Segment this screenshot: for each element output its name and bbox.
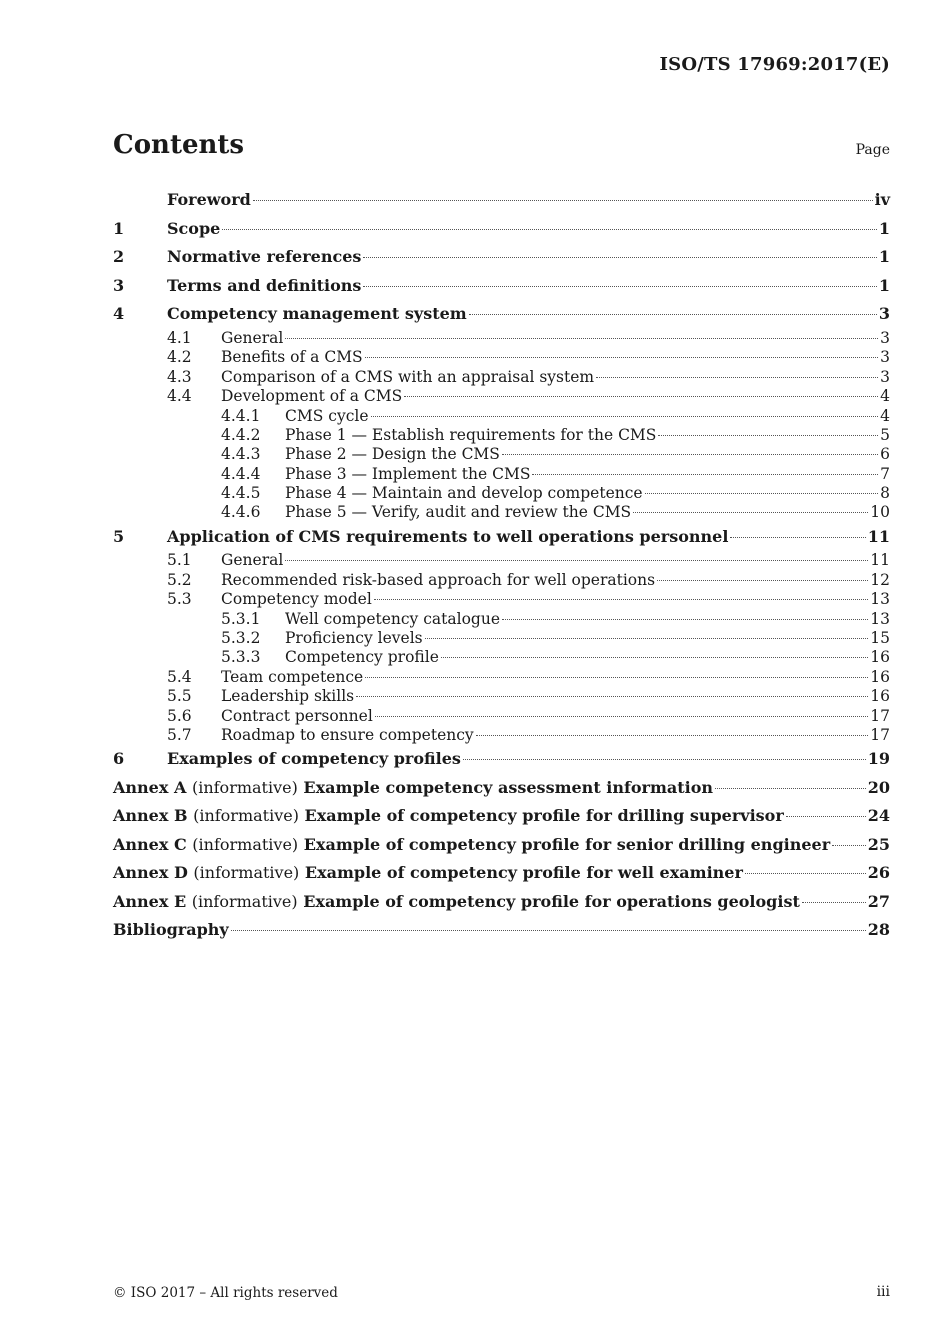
toc-entry[interactable] [113,186,890,215]
toc-entry-number: 5.4 [167,667,192,686]
toc-entry-number: 5.1 [167,551,192,570]
toc-entry-number: 4.2 [167,348,192,367]
toc-entry-title: Scope [167,218,221,238]
toc-entry-title: Phase 5 — Verify, audit and review the CMS [285,503,632,522]
toc-entry[interactable] [113,465,890,484]
toc-entry-number: 4.4.4 [221,464,261,483]
toc-annex-entry[interactable] [113,802,890,830]
dot-leader [469,314,877,315]
toc-entry-page: 3 [880,367,890,386]
dot-leader [502,454,878,455]
toc-entry-title: Team competence [221,667,364,686]
toc-entry-title: Phase 1 — Establish requirements for the CMS [285,425,657,444]
toc-entry-page: 16 [870,648,890,667]
toc-entry-title: Competency management system [167,304,467,324]
dot-leader [645,493,879,494]
toc-entry-number: 5.7 [167,725,192,744]
toc-annex-entry[interactable] [113,831,890,859]
table-of-contents [113,186,890,944]
toc-entry-title: Recommended risk-based approach for well operations [221,570,656,589]
toc-entry-page: 13 [870,609,890,628]
dot-leader [285,338,878,339]
annex-title: Example competency assessment information [303,777,714,797]
toc-entry-number: 4.4.6 [221,503,261,522]
toc-entry-page: 16 [870,667,890,686]
toc-entry[interactable] [113,551,890,570]
page-title: Contents [113,130,245,160]
toc-entry-title: Application of CMS requirements to well operations personnel [167,526,729,546]
toc-entry-title: Competency model [221,590,372,609]
toc-entry[interactable] [113,484,890,503]
toc-entry-number: 5.2 [167,570,192,589]
toc-entry-number: 4.4.3 [221,445,261,464]
dot-leader [657,580,868,581]
toc-entry-title: General [221,551,284,570]
toc-entry-page: 11 [870,551,890,570]
toc-entry-page: 4 [880,406,890,425]
dot-leader [441,657,868,658]
dot-leader [596,377,878,378]
toc-entry-title: Roadmap to ensure competency [221,725,474,744]
annex-note: (informative) [191,891,298,911]
toc-entry-title: Terms and definitions [167,275,362,295]
toc-entry[interactable] [113,407,890,426]
toc-entry-page: 1 [878,218,890,238]
toc-entry-page: 6 [880,445,890,464]
annex-label: Annex A [113,777,187,797]
toc-entry-title: Competency profile [285,648,439,667]
dot-leader [371,416,879,417]
toc-entry[interactable] [113,745,890,774]
toc-entry-page: 1 [878,275,890,295]
copyright-notice: © ISO 2017 – All rights reserved [113,1285,338,1301]
toc-entry-number: 4 [113,304,125,324]
toc-entry-title: Phase 3 — Implement the CMS [285,464,531,483]
toc-entry-title: Well competency catalogue [285,609,500,628]
toc-entry-title: Phase 4 — Maintain and develop competence [285,484,643,503]
annex-label: Annex E [113,891,187,911]
toc-entry[interactable] [113,523,890,552]
toc-entry-page: 28 [867,919,890,939]
toc-entry-page: 8 [880,484,890,503]
toc-entry[interactable] [113,215,890,244]
dot-leader [404,396,878,397]
toc-entry[interactable] [113,445,890,464]
toc-entry[interactable] [113,687,890,706]
page-number: iii [876,1284,890,1300]
toc-entry-title: General [221,328,284,347]
toc-entry-page: 4 [880,387,890,406]
toc-entry-page: 10 [870,503,890,522]
toc-entry-page: 27 [867,891,890,911]
toc-entry[interactable] [113,503,890,522]
toc-entry-page: 3 [880,348,890,367]
toc-entry-title: CMS cycle [285,406,369,425]
dot-leader [532,474,878,475]
toc-entry[interactable] [113,590,890,609]
annex-title: Example of competency profile for senior drilling engineer [303,834,831,854]
toc-entry-number: 3 [113,275,125,295]
toc-entry-title: Foreword [167,190,251,209]
dot-leader [786,816,866,817]
toc-entry[interactable] [113,300,890,329]
toc-entry-number: 5.6 [167,706,192,725]
dot-leader [356,696,868,697]
dot-leader [365,357,878,358]
toc-entry-page: 13 [870,590,890,609]
toc-entry-page: 12 [870,570,890,589]
toc-entry-title: Phase 2 — Design the CMS [285,445,500,464]
toc-entry-title: Development of a CMS [221,387,403,406]
toc-entry[interactable] [113,648,890,667]
dot-leader [745,873,866,874]
annex-title: Example of competency profile for drilling supervisor [304,806,784,826]
toc-entry-title: Bibliography [113,919,229,939]
toc-entry-number: 5.3 [167,590,192,609]
annex-label: Annex D [113,863,188,883]
toc-entry-title: Benefits of a CMS [221,348,363,367]
toc-entry-page: 24 [867,806,890,826]
toc-entry-number: 5.3.2 [221,629,261,648]
dot-leader [363,286,876,287]
dot-leader [375,716,868,717]
toc-entry[interactable] [113,629,890,648]
toc-entry-title: Normative references [167,247,362,267]
annex-note: (informative) [192,834,299,854]
toc-entry-number: 4.4.2 [221,425,261,444]
toc-entry[interactable] [113,668,890,687]
document-id: ISO/TS 17969:2017(E) [659,54,890,75]
toc-entry-page: 19 [867,749,890,769]
toc-entry-title: Proficiency levels [285,629,423,648]
dot-leader [231,930,866,931]
toc-entry[interactable] [113,368,890,387]
dot-leader [502,619,868,620]
toc-entry-page: 20 [867,777,890,797]
dot-leader [253,200,873,201]
dot-leader [365,677,868,678]
annex-heading [113,802,784,830]
dot-leader [463,759,866,760]
toc-entry-page: 3 [878,304,890,324]
toc-entry-page: iv [874,190,890,209]
toc-entry-page: 7 [880,464,890,483]
toc-entry-title: Examples of competency profiles [167,749,461,769]
dot-leader [715,788,866,789]
dot-leader [730,537,865,538]
toc-entry-number: 5.3.3 [221,648,261,667]
toc-entry-number: 4.1 [167,328,192,347]
annex-heading [113,859,743,887]
toc-entry-number: 4.4.5 [221,484,261,503]
dot-leader [374,599,868,600]
toc-entry[interactable] [113,571,890,590]
toc-entry-number: 4.4.1 [221,406,261,425]
annex-note: (informative) [191,777,298,797]
annex-note: (informative) [193,806,299,826]
toc-entry[interactable] [113,426,890,445]
toc-entry-title: Contract personnel [221,706,373,725]
toc-entry-number: 1 [113,218,125,238]
annex-heading [113,888,800,916]
toc-entry-number: 5.5 [167,687,192,706]
toc-annex-entry[interactable] [113,859,890,887]
toc-entry-page: 25 [867,834,890,854]
page-column-label: Page [855,142,890,158]
dot-leader [425,638,869,639]
toc-entry-number: 2 [113,247,125,267]
dot-leader [832,845,866,846]
toc-entry-page: 15 [870,629,890,648]
toc-entry-page: 3 [880,328,890,347]
toc-entry-page: 11 [867,526,890,546]
annex-heading [113,831,830,859]
dot-leader [658,435,878,436]
toc-entry-number: 5.3.1 [221,609,261,628]
toc-entry-page: 16 [870,687,890,706]
toc-entry-page: 26 [867,863,890,883]
toc-entry[interactable] [113,726,890,745]
toc-entry-page: 1 [878,247,890,267]
dot-leader [476,735,869,736]
toc-entry[interactable] [113,348,890,367]
toc-entry[interactable] [113,610,890,629]
annex-note: (informative) [193,863,300,883]
toc-entry[interactable] [113,387,890,406]
toc-entry-page: 17 [870,706,890,725]
toc-entry-number: 6 [113,749,125,769]
toc-annex-entry[interactable] [113,774,890,802]
toc-entry-number: 5 [113,526,125,546]
toc-entry-title: Leadership skills [221,687,355,706]
dot-leader [633,512,868,513]
dot-leader [222,229,877,230]
toc-entry-number: 4.4 [167,387,192,406]
annex-title: Example of competency profile for well examiner [304,863,743,883]
annex-label: Annex B [113,806,188,826]
toc-entry-number: 4.3 [167,367,192,386]
dot-leader [802,902,866,903]
annex-label: Annex C [113,834,187,854]
toc-entry[interactable] [113,243,890,272]
toc-entry[interactable] [113,272,890,301]
toc-entry-page: 17 [870,725,890,744]
annex-title: Example of competency profile for operations geologist [303,891,800,911]
toc-entry-page: 5 [880,425,890,444]
dot-leader [363,257,876,258]
toc-annex-entry[interactable] [113,888,890,916]
toc-entry-title: Comparison of a CMS with an appraisal system [221,367,595,386]
toc-entry[interactable] [113,329,890,348]
toc-bibliography-entry[interactable] [113,916,890,944]
toc-entry[interactable] [113,707,890,726]
dot-leader [285,560,868,561]
annex-heading [113,774,713,802]
